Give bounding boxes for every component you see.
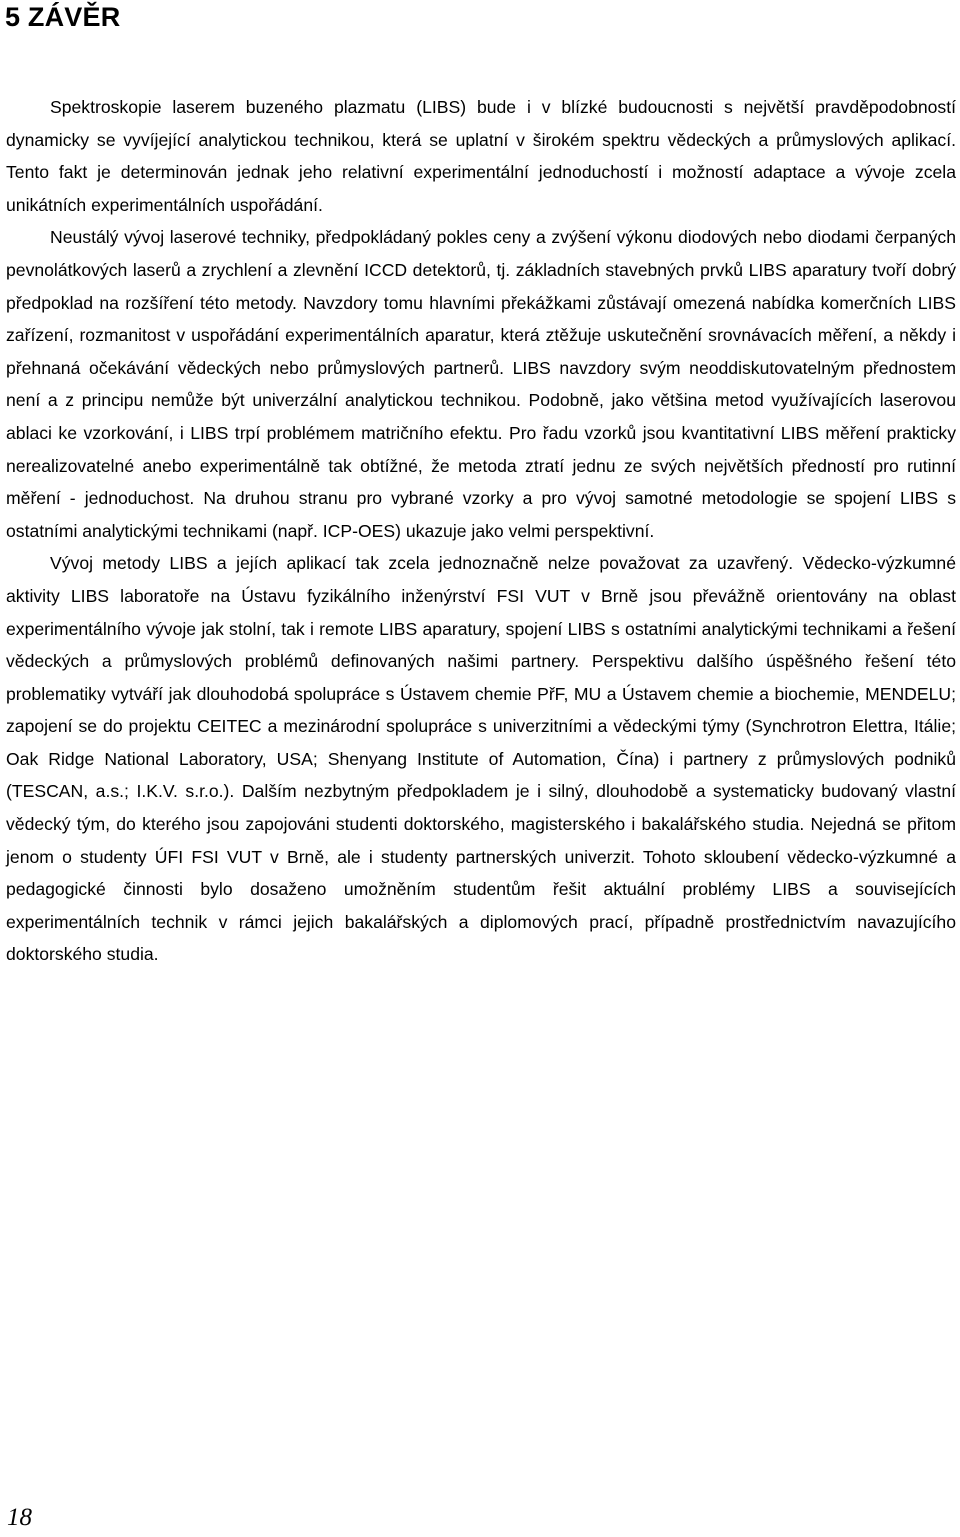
page-number: 18 <box>7 1504 32 1531</box>
paragraph-3: Vývoj metody LIBS a jejích aplikací tak zcela jednoznačně nelze považovat za uzavřený. Vědecko-výzkumné aktivity LIBS laboratoře na Ústavu fyzikálního inženýrství FSI VUT v Brně jsou převážně orientovány na oblast experimentálního vývoje jak stolní, tak i remote LIBS aparatury, spojení LIBS s ostatními analytickými technikami a řešení vědeckých a průmyslových problémů definovaných našimi partnery. Perspektivu dalšího úspěšného řešení této problematiky vytváří jak dlouhodobá spolupráce s Ústavem chemie PřF, MU a Ústavem chemie a biochemie, MENDELU; zapojení se do projektu CEITEC a mezinárodní spolupráce s univerzitními a vědeckými týmy (Synchrotron Elettra, Itálie; Oak Ridge National Laboratory, USA; Shenyang Institute of Automation, Čína) i partnery z průmyslových podniků (TESCAN, a.s.; I.K.V. s.r.o.). Dalším nezbytným předpokladem je i silný, dlouhodobě a systematicky budovaný vlastní vědecký tým, do kterého jsou zapojováni studenti doktorského, magisterského i bakalářského studia. Nejedná se přitom jenom o studenty ÚFI FSI VUT v Brně, ale i studenty partnerských univerzit. Tohoto skloubení vědecko-výzkumné a pedagogické činnosti bylo dosaženo umožněním studentům řešit aktuální problémy LIBS a souvisejících experimentálních technik v rámci jejich bakalářských a diplomových prací, případně prostřednictvím navazujícího doktorského studia. <box>6 553 956 965</box>
section-body <box>6 91 956 971</box>
section-heading: 5 ZÁVĚR <box>5 2 121 32</box>
paragraph-2: Neustálý vývoj laserové techniky, předpokládaný pokles ceny a zvýšení výkonu diodových nebo diodami čerpaných pevnolátkových laserů a zrychlení a zlevnění ICCD detektorů, tj. základních stavebných prvků LIBS aparatury tvoří dobrý předpoklad na rozšíření této metody. Navzdory tomu hlavními překážkami zůstávají omezená nabídka komerčních LIBS zařízení, rozmanitost v uspořádání experimentálních aparatur, která ztěžuje uskutečnění srovnávacích měření, a někdy i přehnaná očekávání vědeckých nebo průmyslových partnerů. LIBS navzdory svým neoddiskutovatelným přednostem není a z principu nemůže být univerzální analytickou technikou. Podobně, jako většina metod využívajících laserovou ablaci ke vzorkování, i LIBS trpí problémem matričního efektu. Pro řadu vzorků jsou kvantitativní LIBS měření prakticky nerealizovatelné anebo experimentálně tak obtížné, že metoda ztratí jednu ze svých největších předností pro rutinní měření - jednoduchost. Na druhou stranu pro vybrané vzorky a pro vývoj samotné metodologie se spojení LIBS s ostatními analytickými technikami (např. ICP-OES) ukazuje jako velmi perspektivní. <box>6 227 956 541</box>
paragraph-1: Spektroskopie laserem buzeného plazmatu (LIBS) bude i v blízké budoucnosti s největší pravděpodobností dynamicky se vyvíjející analytickou technikou, která se uplatní v širokém spektru vědeckých a průmyslových aplikací. Tento fakt je determinován jednak jeho relativní experimentální jednoduchostí i možností adaptace a vývoje zcela unikátních experimentálních uspořádání. <box>6 97 956 215</box>
